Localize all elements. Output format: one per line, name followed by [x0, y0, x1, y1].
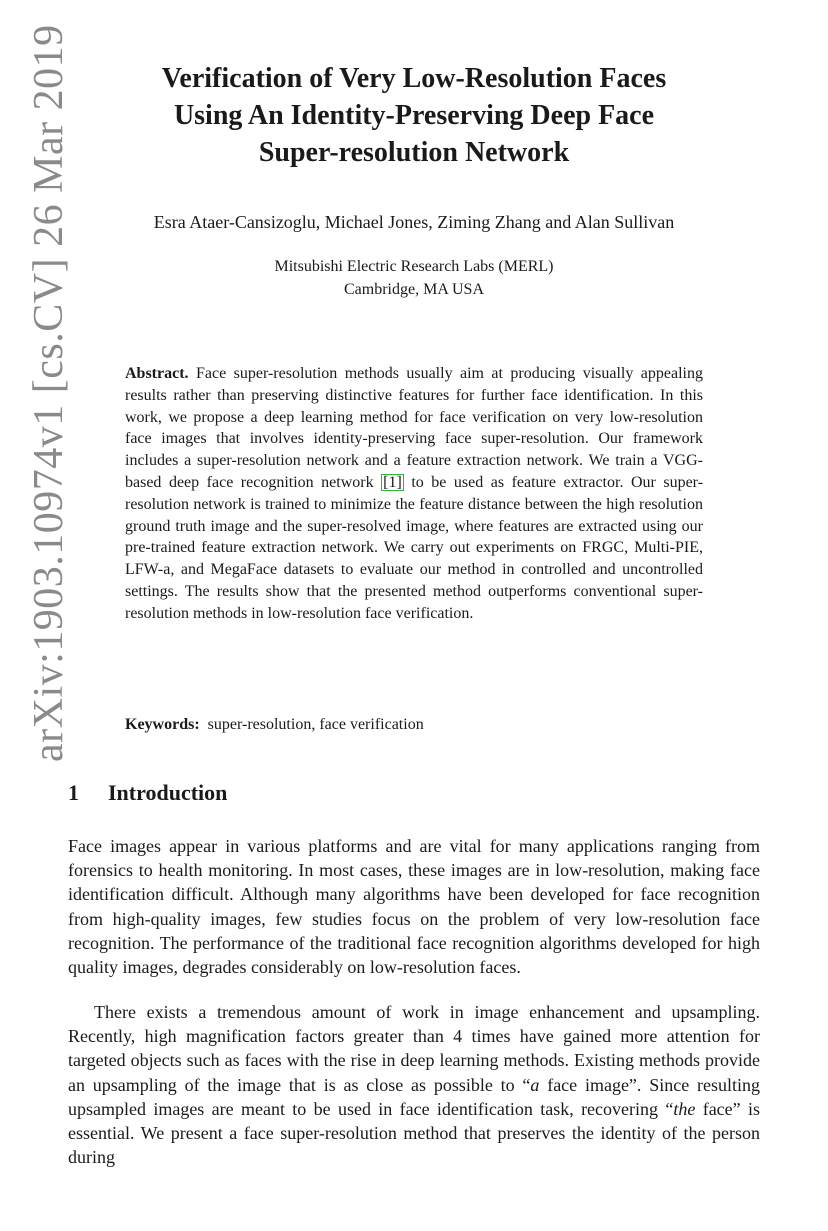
affiliation-location: Cambridge, MA USA [344, 281, 484, 298]
abstract [125, 363, 703, 625]
title-line: Verification of Very Low-Resolution Faces [161, 63, 667, 94]
paragraph-text: face image”. Since resulting upsampled images are meant to be used in face identification task, recovering “ [68, 1074, 760, 1119]
citation-link[interactable]: [1] [383, 473, 402, 491]
author-list: Esra Ataer-Cansizoglu, Michael Jones, Ziming Zhang and Alan Sullivan [153, 212, 675, 232]
keywords [125, 714, 703, 736]
keywords-label: Keywords: [125, 716, 200, 733]
affiliation [90, 255, 738, 301]
intro-paragraph-1: Face images appear in various platforms and are vital for many applications ranging from forensics to health monitoring. In most cases, these images are in low-resolution, making face identification difficult. Although many algorithms have been developed for face recognition from high-quality images, few studies focus on the problem of very low-resolution face recognition. The performance of the traditional face recognition algorithms developed for high quality images, degrades considerably on low-resolution faces. [68, 836, 760, 978]
title-line: Super-resolution Network [258, 137, 570, 168]
paragraph-text: face” is essential. We present a face super-resolution method that preserves the identity of the person during [68, 1098, 760, 1168]
section-heading-introduction [68, 778, 227, 808]
keywords-text: super-resolution, face verification [207, 716, 424, 733]
abstract-text-continued: to be used as feature extractor. Our super-resolution network is trained to minimize the feature distance between the high resolution ground truth image and the super-resolved image, where features are extracted using our pre-trained feature extraction network. We carry out experiments on FRGC, Multi-PIE, LFW-a, and MegaFace datasets to evaluate our method in controlled and uncontrolled settings. The results show that the presented method outperforms conventional super-resolution methods in low-resolution face verification. [125, 473, 704, 622]
section-number: 1 [68, 780, 79, 805]
paper-title [90, 60, 738, 171]
abstract-text: Face super-resolution methods usually aim at producing visually appealing results rather than preserving distinctive features for further face identification. In this work, we propose a deep learning method for face verification on very low-resolution face images that involves identity-preserving face super-resolution. Our framework includes a super-resolution network and a feature extraction network. We train a VGG-based deep face recognition network [125, 365, 703, 491]
paragraph-text: There exists a tremendous amount of work in image enhancement and upsampling. Recently, high magnification factors greater than 4 times have gained more attention for targeted objects such as faces with the rise in deep learning methods. Existing methods provide an upsampling of the image that is as close as possible to “ [68, 1002, 760, 1095]
arxiv-identifier: arXiv:1903.10974v1 [cs.CV] 26 Mar 2019 [26, 24, 72, 762]
affiliation-institution: Mitsubishi Electric Research Labs (MERL) [274, 258, 554, 275]
citation-number: 1 [388, 473, 397, 491]
intro-paragraph-2 [68, 1000, 760, 1169]
section-title: Introduction [108, 780, 228, 805]
abstract-label: Abstract. [125, 365, 189, 382]
emphasis: a [530, 1074, 540, 1095]
title-line: Using An Identity-Preserving Deep Face [173, 100, 655, 131]
emphasis: the [673, 1098, 696, 1119]
